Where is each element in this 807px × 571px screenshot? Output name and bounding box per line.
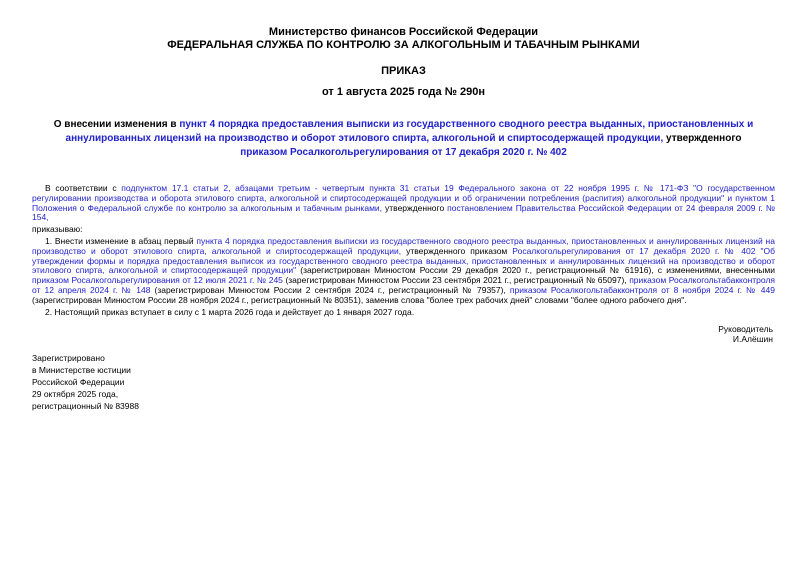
body-text: утвержденного приказом	[401, 245, 513, 256]
signature-name: И.Алёшин	[732, 334, 773, 345]
agency-name: ФЕДЕРАЛЬНАЯ СЛУЖБА ПО КОНТРОЛЮ ЗА АЛКОГОЛЬНЫМ И ТАБАЧНЫМ РЫНКАМИ	[167, 39, 640, 51]
link-federal-law-171-fz[interactable]: подпунктом 17.1 статьи 2, абзацами третьим - четвертым пункта 31 статьи 19 Федерального закона от 22 ноября 1995 г. № 171-ФЗ "О государственном регулировании производства и оборота этилового спирта, алкогольной и спиртосодержащей продукции и об ограничении потребления (распития) алкогольной продукции" и пунктом 1 Положения о Федеральной службе по контролю за алкогольным и табачным рынками,	[32, 183, 775, 213]
body-text: (зарегистрирован Минюстом России 28 ноября 2024 г., регистрационный № 80351), заменив слова "более трех рабочих дней" словами "более одного рабочего дня".	[32, 294, 687, 305]
ministry-name: Министерство финансов Российской Федерации	[268, 26, 539, 38]
body-text: (зарегистрирован Минюстом России 29 декабря 2020 г., регистрационный № 61916), с изменениями, внесенными	[296, 265, 776, 276]
link-order-449[interactable]: приказом Росалкогольтабакконтроля от 8 ноября 2024 г. № 449	[509, 284, 775, 295]
registration-line: 29 октября 2025 года,	[32, 389, 119, 400]
resolve-word: приказываю:	[32, 224, 83, 235]
link-order-148[interactable]: приказом Росалкогольтабакконтроля от 12 апреля 2024 г. № 148	[32, 275, 776, 295]
body-text: 1. Внести изменение в абзац первый	[45, 235, 197, 246]
preamble-paragraph	[32, 184, 775, 223]
registration-line: регистрационный № 83988	[32, 401, 139, 412]
body-text: В соответствии с	[45, 183, 122, 193]
link-order-245[interactable]: приказом Росалкогольрегулирования от 12 июля 2021 г. № 245	[32, 275, 283, 286]
registration-line: Зарегистрировано	[32, 353, 105, 364]
signature-block	[32, 324, 775, 344]
title-text: утвержденного	[663, 133, 742, 144]
registration-line: в Министерстве юстиции	[32, 365, 131, 376]
body-text: утвержденного	[382, 202, 448, 213]
document-header	[32, 26, 775, 52]
link-order-402[interactable]: приказом Росалкогольрегулирования от 17 декабря 2020 г. № 402	[240, 147, 567, 158]
document-date-number: от 1 августа 2025 года № 290н	[321, 86, 486, 98]
registration-line: Российской Федерации	[32, 377, 125, 388]
document-type: ПРИКАЗ	[381, 65, 426, 77]
order-item-2: 2. Настоящий приказ вступает в силу с 1 марта 2026 года и действует до 1 января 2027 года.	[45, 306, 415, 317]
order-item-1	[32, 237, 775, 306]
link-order-402-point4[interactable]: пункта 4 порядка предоставления выписки из государственного сводного реестра выданных, приостановленных и аннулированных лицензий на производство и оборот этилового спирта, алкогольной и спиртосодержащей продукции,	[32, 235, 775, 256]
registration-block	[32, 352, 775, 412]
document-title	[32, 118, 775, 160]
link-government-resolution-154[interactable]: постановлением Правительства Российской Федерации от 24 февраля 2009 г. № 154,	[32, 202, 775, 223]
document-body	[32, 184, 775, 317]
signature-post: Руководитель	[718, 324, 773, 335]
body-text: (зарегистрирован Минюстом России 23 сентября 2021 г., регистрационный № 65097),	[282, 275, 630, 286]
body-text: (зарегистрирован Минюстом России 2 сентября 2024 г., регистрационный № 79357),	[150, 284, 510, 295]
link-order-402-full[interactable]: Росалкогольрегулирования от 17 декабря 2020 г. № 402 "Об утверждении формы и порядка предоставления выписок из государственного сводного реестра выданных, приостановленных и аннулированных лицензий на производство и оборот этилового спирта, алкогольной и спиртосодержащей продукции"	[32, 245, 775, 276]
title-text: О внесении изменения в	[53, 119, 180, 130]
link-order-402-point4[interactable]: пункт 4 порядка предоставления выписки из государственного сводного реестра выданных, приостановленных и аннулированных лицензий на производство и оборот этилового спирта, алкогольной и спиртосодержащей продукции,	[65, 119, 754, 144]
